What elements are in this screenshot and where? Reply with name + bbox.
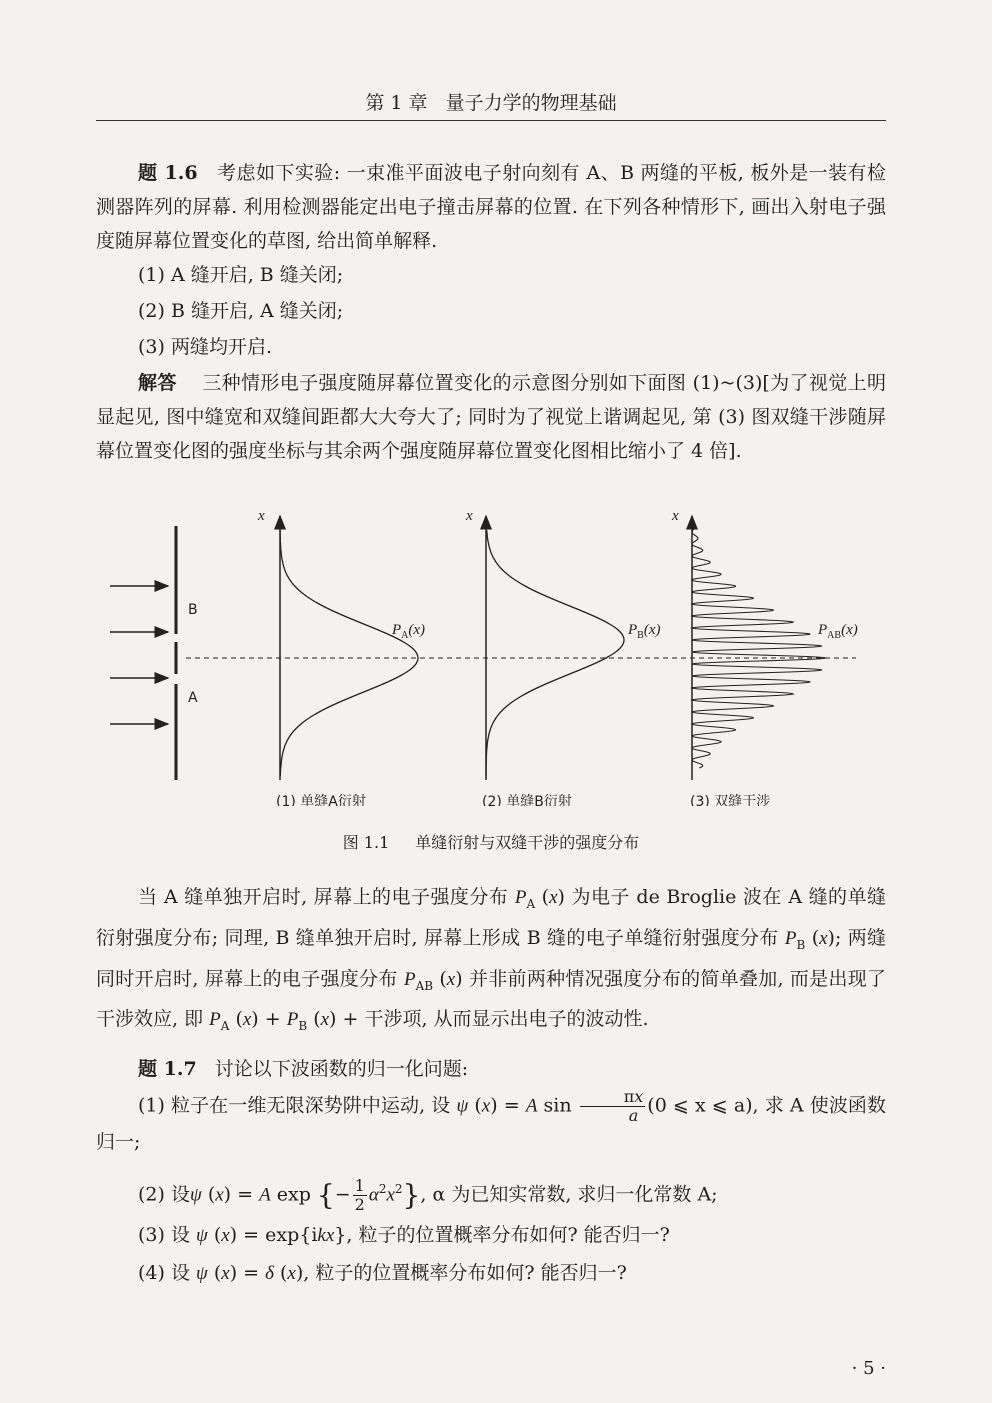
axis-1-label: x bbox=[258, 508, 265, 524]
slit-b-label: B bbox=[188, 602, 198, 618]
problem-1-7-item-4: (4) 设 ψ (x) = δ (x), 粒子的位置概率分布如何? 能否归一? bbox=[138, 1262, 627, 1284]
caption-title: 单缝衍射与双缝干涉的强度分布 bbox=[415, 833, 640, 852]
answer-label: 解答 bbox=[138, 372, 177, 394]
curve-pa bbox=[280, 530, 418, 776]
problem-1-7-item-2: (2) 设ψ (x) = A exp {− $\frac{1}{2}$ $\alpha^2x^2$}, α 为已知实常数, 求归一化常数 A; bbox=[138, 1175, 718, 1214]
subcaption-1: (1) 单缝A衍射 bbox=[276, 794, 366, 806]
curve-pab-label: $P_{AB}(x)$ bbox=[818, 622, 858, 641]
explanation-paragraph: 当 A 缝单独开启时, 屏幕上的电子强度分布 $P_A$ (x) 为电子 de Broglie 波在 A 缝的单缝衍射强度分布; 同理, B 缝单独开启时, 屏幕上形成 B 缝的电子单缝衍射强度分布 $P_B$ (x); 两缝同时开启时, 屏幕上的电子强度分布 $P_{AB}$ (x) 并非前两种情况强度分布的简单叠加, 而是出现了干涉效应, 即 $P_A$ $(x) + P_B$ (x) + 干涉项, 从而显示出电子的波动性. bbox=[96, 886, 887, 1034]
curve-pb-label: $P_B(x)$ bbox=[628, 622, 661, 641]
axis-2-label: x bbox=[466, 508, 473, 524]
problem-1-7-item-3: (3) 设 ψ (x) = exp{ikx}, 粒子的位置概率分布如何? 能否归一? bbox=[138, 1224, 670, 1246]
running-header bbox=[96, 88, 886, 115]
caption-number: 图 1.1 bbox=[342, 833, 390, 852]
problem-item-3: (3) 两缝均开启. bbox=[138, 336, 272, 358]
page-number: · 5 · bbox=[851, 1358, 886, 1379]
fraction: $\frac{1}{2}$ bbox=[354, 1175, 365, 1214]
chapter-title: 量子力学的物理基础 bbox=[445, 92, 617, 114]
figure-1-1 bbox=[96, 506, 886, 806]
problem-1-6 bbox=[96, 156, 886, 258]
problem-label: 题 1.7 bbox=[138, 1058, 197, 1080]
problem-text: 考虑如下实验: 一束准平面波电子射向刻有 A、B 两缝的平板, 板外是一装有检测器阵列的屏幕. 利用检测器能定出电子撞击屏幕的位置. 在下列各种情形下, 画出入射电子强度随屏幕位置变化的草图, 给出简单解释. bbox=[96, 162, 886, 252]
figure-svg bbox=[96, 506, 886, 806]
subcaption-3: (3) 双缝干涉 bbox=[690, 794, 771, 806]
problem-text: 讨论以下波函数的归一化问题: bbox=[214, 1058, 469, 1080]
chapter-number: 第 1 章 bbox=[365, 92, 428, 114]
axis-3-label: x bbox=[672, 508, 679, 524]
figure-caption bbox=[96, 830, 886, 853]
slit-a-label: A bbox=[188, 690, 198, 706]
answer-paragraph bbox=[96, 366, 886, 468]
subcaption-2: (2) 单缝B衍射 bbox=[482, 794, 572, 806]
curve-pab bbox=[692, 528, 826, 768]
problem-1-7 bbox=[96, 1052, 886, 1086]
curve-pb bbox=[486, 530, 624, 776]
problem-1-7-item-1: (1) 粒子在一维无限深势阱中运动, 设 ψ (x) = A sin $\frac{\pi x}{a}$ (0 ⩽ x ⩽ a), 求 A 使波函数归一; bbox=[96, 1087, 886, 1153]
problem-item-2: (2) B 缝开启, A 缝关闭; bbox=[138, 300, 344, 322]
problem-label: 题 1.6 bbox=[138, 162, 198, 184]
curve-pa-label: $P_A(x)$ bbox=[392, 622, 426, 641]
header-rule bbox=[96, 120, 886, 121]
fraction: $\frac{\pi x}{a}$ bbox=[580, 1088, 646, 1125]
problem-item-1: (1) A 缝开启, B 缝关闭; bbox=[138, 264, 344, 286]
answer-text: 三种情形电子强度随屏幕位置变化的示意图分别如下面图 (1)~(3)[为了视觉上明显起见, 图中缝宽和双缝间距都大大夸大了; 同时为了视觉上谐调起见, 第 (3) 图双缝干涉随屏幕位置变化图的强度坐标与其余两个强度随屏幕位置变化图相比缩小了 4 倍]. bbox=[96, 372, 886, 462]
